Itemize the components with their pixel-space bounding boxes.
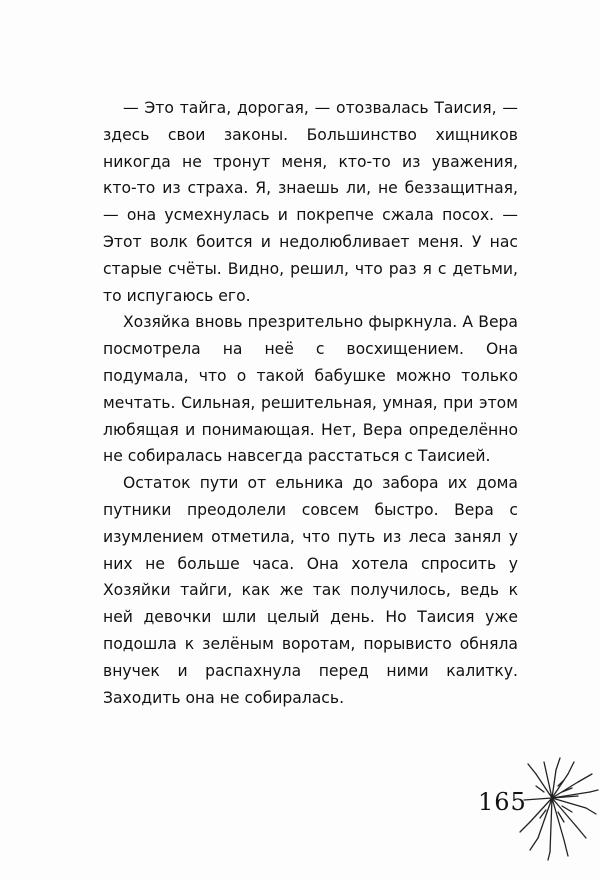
paragraph-2: Хозяйка вновь презрительно фыркнула. А Вера посмотрела на неё с восхищением. Она подумала, что о такой бабушке можно только мечтать. Сильная, решительная, умная, при этом любящая и понимающая. Нет, Вера определённо не собиралась навсегда расстаться с Таисией.: [103, 313, 518, 466]
page-number: 165: [478, 788, 527, 816]
paragraph-1: — Это тайга, дорогая, — отозвалась Таисия, — здесь свои законы. Большинство хищников никогда не тронут меня, кто-то из уважения, кто-то из страха. Я, знаешь ли, не беззащитная, — она усмехнулась и покрепче сжала посох. — Этот волк боится и недолюбливает меня. У нас старые счёты. Видно, решил, что раз я с детьми, то испугаюсь его.: [103, 99, 518, 305]
pine-branch-icon: [516, 752, 600, 862]
body-text: [103, 95, 518, 711]
paragraph-3: Остаток пути от ельника до забора их дома путники преодолели совсем быстро. Вера с изумлением отметила, что путь из леса занял у них не больше часа. Она хотела спросить у Хозяйки тайги, как же так получилось, ведь к ней девочки шли целый день. Но Таисия уже подошла к зелёным воротам, порывисто обняла внучек и распахнула перед ними калитку. Заходить она не собиралась.: [103, 474, 518, 707]
